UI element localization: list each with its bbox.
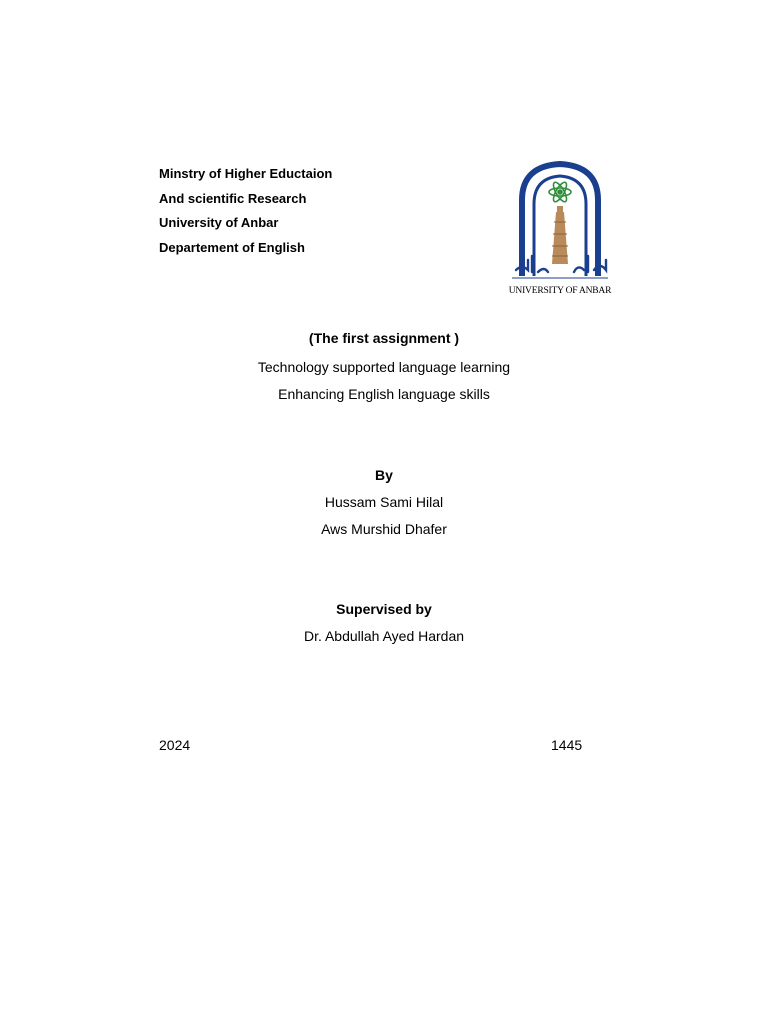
department-line: Departement of English: [159, 239, 305, 255]
institution-header: [159, 162, 332, 260]
gregorian-year: 2024: [159, 737, 191, 753]
ministry-line: Minstry of Higher Eductaion: [159, 166, 333, 181]
authors-label: By: [375, 467, 393, 483]
author-name-2: Aws Murshid Dhafer: [321, 521, 447, 537]
author-name-1: Hussam Sami Hilal: [324, 494, 444, 510]
assignment-label: (The first assignment ): [308, 330, 460, 346]
assignment-title: Technology supported language learning: [257, 359, 511, 375]
supervisor-label: Supervised by: [336, 601, 432, 617]
hijri-year: 1445: [551, 737, 583, 753]
assignment-subtitle: Enhancing English language skills: [278, 386, 490, 402]
research-line: And scientific Research: [159, 190, 307, 206]
university-line: University of Anbar: [159, 215, 279, 230]
university-logo: [508, 160, 612, 300]
supervisor-name: Dr. Abdullah Ayed Hardan: [303, 628, 465, 644]
university-emblem: [508, 160, 612, 284]
logo-caption: UNIVERSITY OF ANBAR: [508, 286, 612, 296]
